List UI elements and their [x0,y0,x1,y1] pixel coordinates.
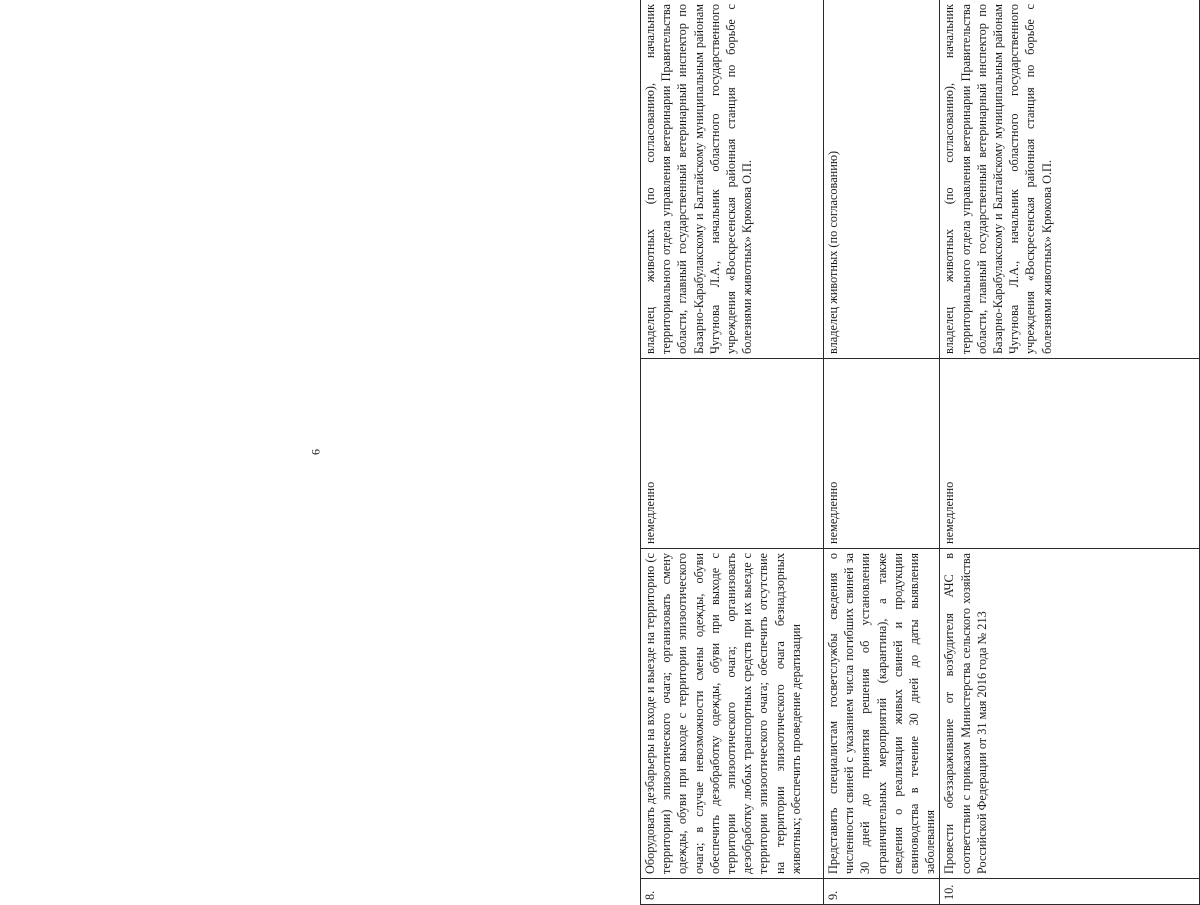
table-row [641,0,824,905]
row-measure: Представить специалистам госветслужбы сведения о численности свиней с указанием числа погибших свиней за 30 дней до принятия решения об установлении ограничительных мероприятий (карантина), а также сведения о реализации живых свиней и продукции свиноводства в течение 30 дней до даты выявления заболевания [824,549,940,879]
row-responsible: владелец животных (по согласованию) [824,0,940,359]
row-term: немедленно [824,359,940,549]
table-row [824,0,940,905]
row-number: 10. [940,879,1200,905]
row-term: немедленно [641,359,824,549]
page-number: 6 [308,449,323,455]
row-number: 8. [641,879,824,905]
row-measure: Оборудовать дезбарьеры на входе и выезде на территорию (с территории) эпизоотического очага; организовать смену одежды, обуви при выходе с территории эпизоотического очага; в случае невозможности смены одежды, обуви обеспечить дезобработку одежды, обуви при выходе с территории эпизоотического очага; организовать дезобработку любых транспортных средств при их выезде с территории эпизоотического очага; обеспечить отсутствие на территории эпизоотического очага безнадзорных животных; обеспечить проведение дератизации [641,549,824,879]
row-number: 9. [824,879,940,905]
row-term: немедленно [940,359,1200,549]
row-measure: Провести обеззараживание от возбудителя АЧС в соответствии с приказом Министерства сельского хозяйства Российской Федерации от 31 мая 2016 года № 213 [940,549,1200,879]
row-responsible: владелец животных (по согласованию), начальник территориального отдела управления ветеринарии Правительства области, главный государственный ветеринарный инспектор по Базарно-Карабулакскому и Балтайскому муниципальным районам Чугунова Л.А., начальник областного государственного учреждения «Воскресенская районная станция по борьбе с болезнями животных» Крюкова О.П. [940,0,1200,359]
row-responsible: владелец животных (по согласованию), начальник территориального отдела управления ветеринарии Правительства области, главный государственный ветеринарный инспектор по Базарно-Карабулакскому и Балтайскому муниципальным районам Чугунова Л.А., начальник областного государственного учреждения «Воскресенская районная станция по борьбе с болезнями животных» Крюкова О.П. [641,0,824,359]
measures-table [640,0,1200,905]
table-row [940,0,1200,905]
